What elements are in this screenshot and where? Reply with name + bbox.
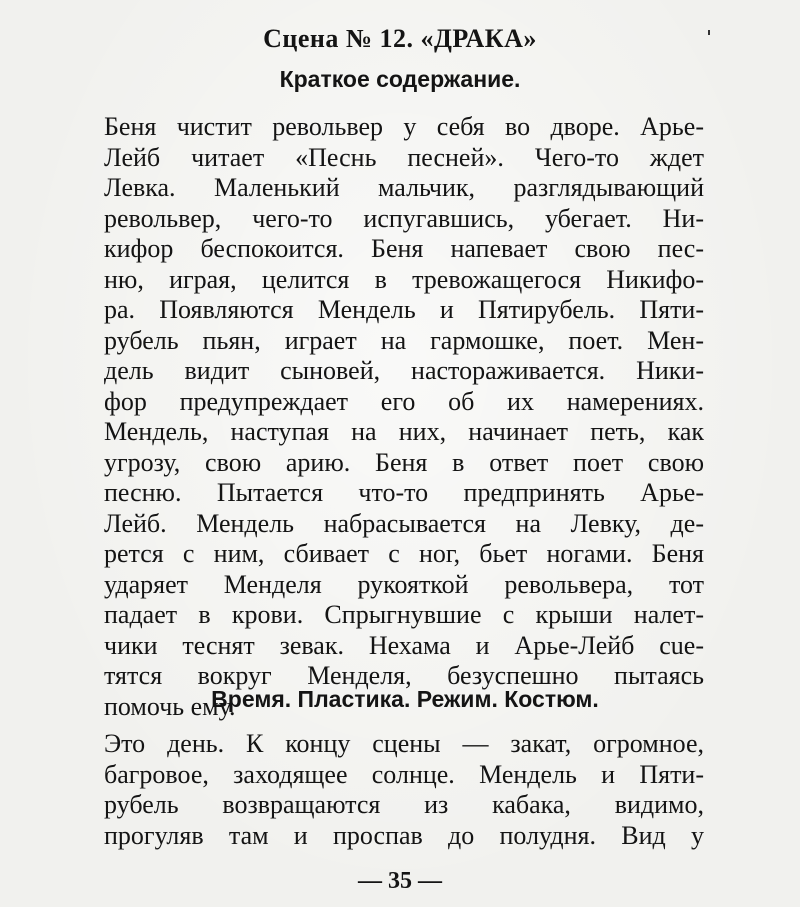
summary-heading: Краткое содержание. [279, 66, 521, 92]
summary-line: Лейб. Мендель набрасывается на Левку, де- [104, 508, 704, 538]
page-number: — 35 — [358, 868, 442, 894]
summary-line: ра. Появляются Мендель и Пятирубель. Пяти- [104, 295, 704, 324]
section-line: прогуляв там и проспав до полудня. Вид у [104, 820, 704, 850]
summary-line: ню, играя, целится в тревожащегося Никифо- [104, 264, 704, 294]
summary-line: чики теснят зевак. Нехама и Арье-Лейб сue- [104, 630, 704, 660]
summary-line: кифор беспокоится. Беня напевает свою пес- [104, 234, 704, 263]
section-heading: Время. Пластика. Режим. Костюм. [211, 686, 599, 712]
summary-line: песню. Пытается что-то предпринять Арье- [104, 478, 704, 507]
summary-line: фор предупреждает его об их намерениях. [104, 386, 704, 416]
summary-line: револьвер, чего-то испугавшись, убегает. Ни- [104, 203, 704, 233]
summary-line: помочь ему. [104, 691, 236, 721]
summary-line: рубель пьян, играет на гармошке, поет. Мен- [104, 325, 704, 355]
summary-line: Беня чистит револьвер у себя во дворе. Арье- [104, 112, 704, 141]
section-paragraph [104, 729, 704, 851]
summary-line: рется с ним, сбивает с ног, бьет ногами. Беня [104, 539, 704, 568]
summary-line: дель видит сыновей, настораживается. Ники- [104, 356, 704, 385]
summary-line: Левка. Маленький мальчик, разглядывающий [104, 173, 704, 202]
scene-title: Сцена № 12. «ДРАКА» [263, 24, 537, 53]
summary-line: падает в крови. Спрыгнувшие с крыши налет- [104, 600, 704, 629]
summary-line: Мендель, наступая на них, начинает петь, как [104, 417, 704, 446]
section-line: Это день. К концу сцены — закат, огромное, [104, 729, 704, 758]
section-line: багровое, заходящее солнце. Мендель и Пяти- [104, 759, 704, 789]
summary-line: тятся вокруг Менделя, безуспешно пытаясь [104, 661, 704, 690]
summary-line: ударяет Менделя рукояткой револьвера, тот [104, 569, 704, 599]
summary-paragraph [104, 112, 704, 722]
section-line: рубель возвращаются из кабака, видимо, [104, 790, 704, 819]
summary-line: угрозу, свою арию. Беня в ответ поет свою [104, 447, 704, 477]
summary-line: Лейб читает «Песнь песней». Чего-то ждет [104, 142, 704, 172]
